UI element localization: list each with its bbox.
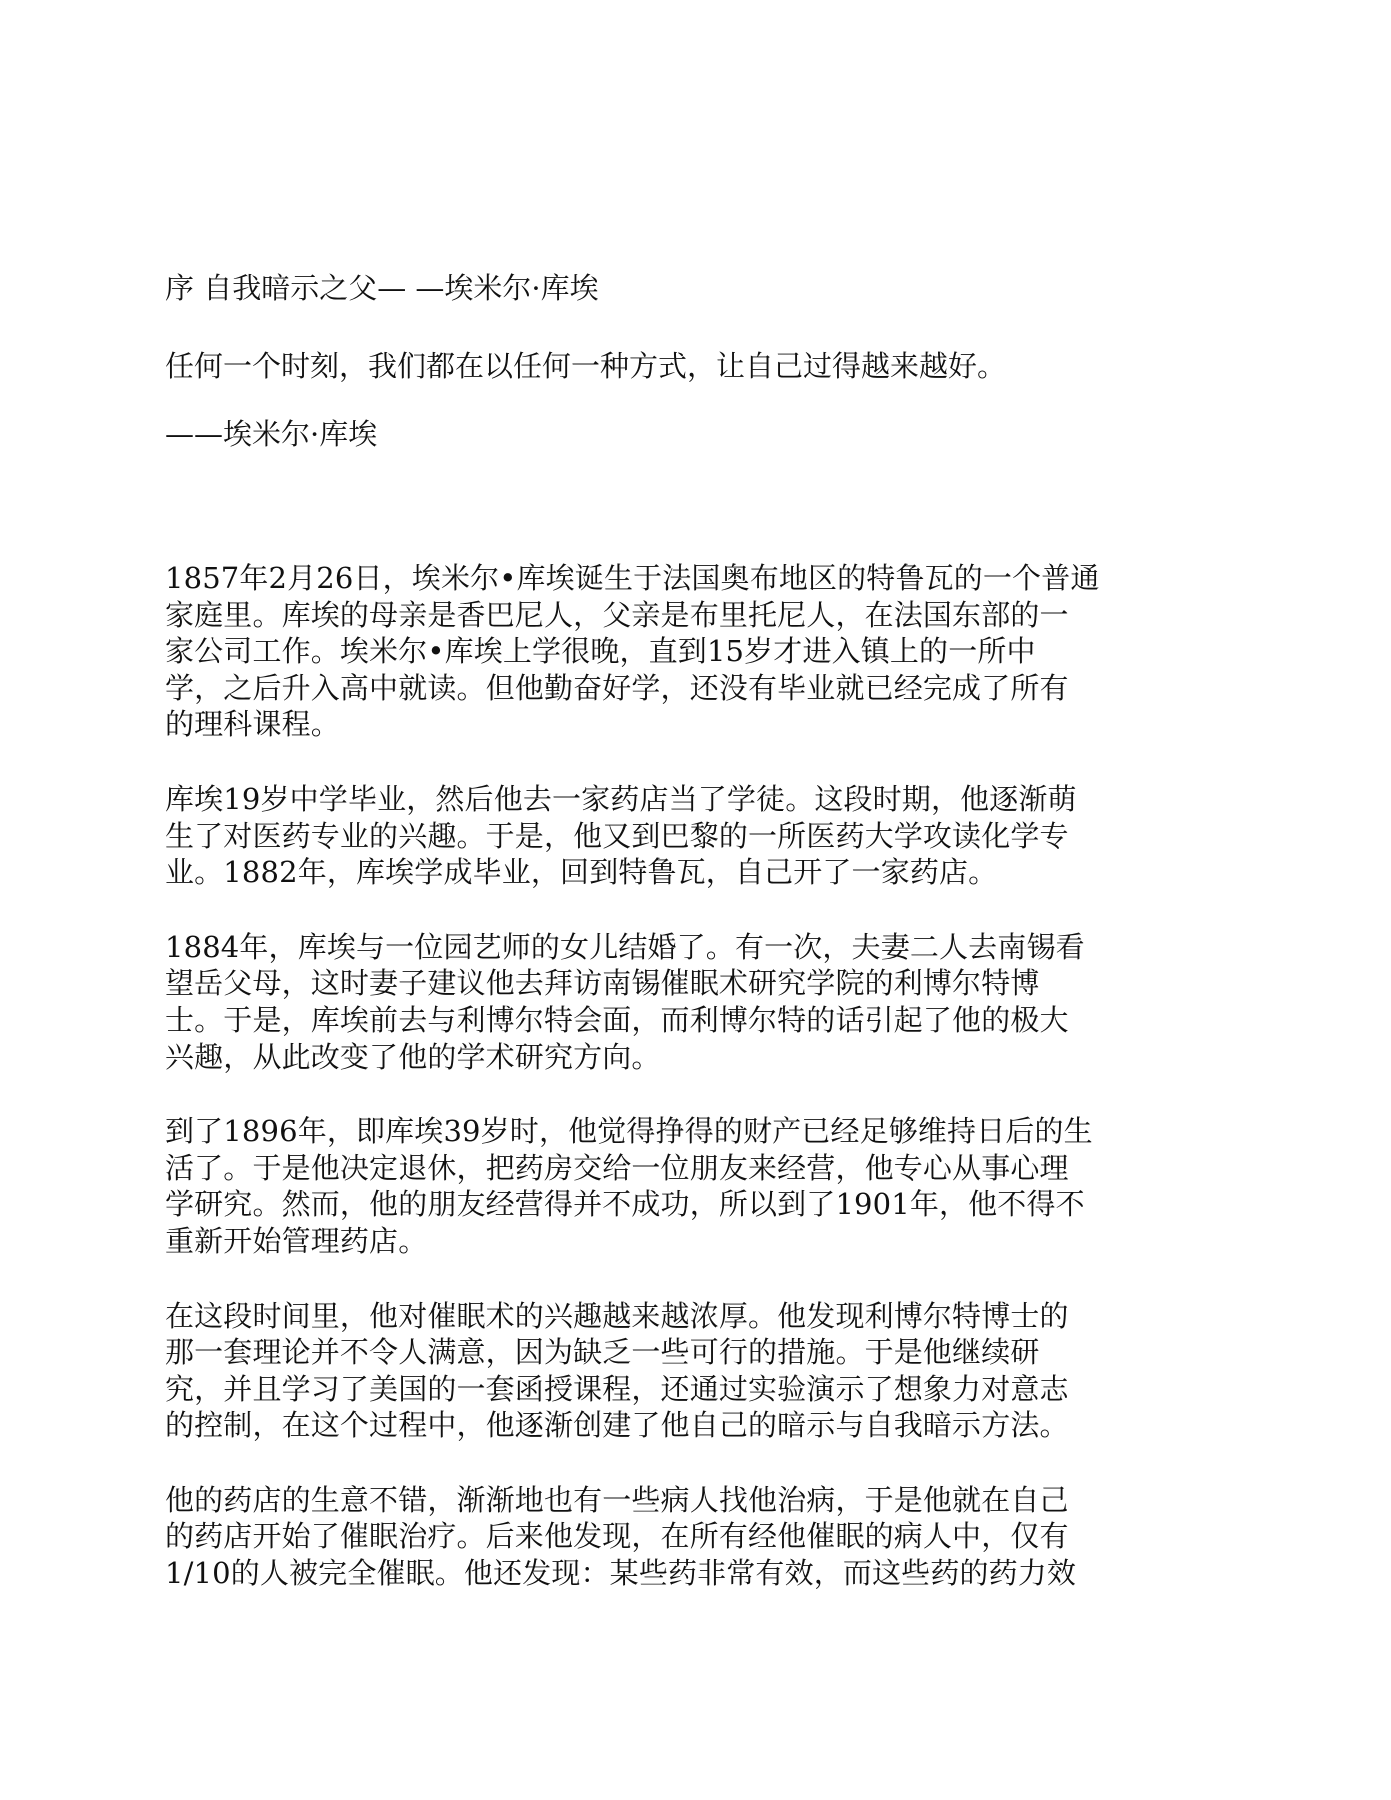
text-line: 重新开始管理药店。 — [165, 1223, 428, 1258]
text-line: 1857年2月26日，埃米尔•库埃诞生于法国奥布地区的特鲁瓦的一个普通 — [165, 561, 1100, 595]
text-line: 望岳父母，这时妻子建议他去拜访南锡催眠术研究学院的利博尔特博 — [165, 966, 1040, 1001]
text-line: 生了对医药专业的兴趣。于是，他又到巴黎的一所医药大学攻读化学专 — [165, 818, 1069, 853]
paragraph-1 — [165, 560, 1227, 743]
text-line: 家公司工作。埃米尔•库埃上学很晚，直到15岁才进入镇上的一所中 — [165, 634, 1036, 669]
paragraph-6 — [165, 1482, 1227, 1592]
text-line: 1/10的人被完全催眠。他还发现：某些药非常有效，而这些药的药力效 — [165, 1556, 1077, 1591]
body-text — [165, 560, 1227, 1630]
epigraph-attribution: ——埃米尔·库埃 — [165, 417, 378, 451]
text-line: 的理科课程。 — [165, 707, 340, 742]
text-line: 的控制，在这个过程中，他逐渐创建了他自己的暗示与自我暗示方法。 — [165, 1408, 1069, 1443]
text-line: 他的药店的生意不错，渐渐地也有一些病人找他治病，于是他就在自己 — [165, 1482, 1069, 1517]
text-line: 在这段时间里，他对催眠术的兴趣越来越浓厚。他发现利博尔特博士的 — [165, 1298, 1069, 1333]
text-line: 家庭里。库埃的母亲是香巴尼人，父亲是布里托尼人，在法国东部的一 — [165, 597, 1069, 632]
text-line: 学，之后升入高中就读。但他勤奋好学，还没有毕业就已经完成了所有 — [165, 670, 1069, 705]
text-line: 学研究。然而，他的朋友经营得并不成功，所以到了1901年，他不得不 — [165, 1187, 1085, 1222]
paragraph-3 — [165, 929, 1227, 1075]
paragraph-2 — [165, 781, 1227, 891]
text-line: 1884年，库埃与一位园艺师的女儿结婚了。有一次，夫妻二人去南锡看 — [165, 929, 1085, 964]
text-line: 业。1882年，库埃学成毕业，回到特鲁瓦，自己开了一家药店。 — [165, 855, 998, 890]
text-line: 的药店开始了催眠治疗。后来他发现，在所有经他催眠的病人中，仅有 — [165, 1519, 1069, 1554]
text-line: 究，并且学习了美国的一套函授课程，还通过实验演示了想象力对意志 — [165, 1371, 1069, 1406]
text-line: 那一套理论并不令人满意，因为缺乏一些可行的措施。于是他继续研 — [165, 1335, 1040, 1370]
paragraph-5 — [165, 1298, 1227, 1444]
text-line: 库埃19岁中学毕业，然后他去一家药店当了学徒。这段时期，他逐渐萌 — [165, 781, 1077, 816]
text-line: 到了1896年，即库埃39岁时，他觉得挣得的财产已经足够维持日后的生 — [165, 1114, 1093, 1149]
chapter-heading: 序 自我暗示之父— —埃米尔·库埃 — [165, 271, 599, 305]
epigraph-quote: 任何一个时刻，我们都在以任何一种方式，让自己过得越来越好。 — [165, 349, 1007, 383]
paragraph-4 — [165, 1113, 1227, 1259]
text-line: 活了。于是他决定退休，把药房交给一位朋友来经营，他专心从事心理 — [165, 1150, 1069, 1185]
text-line: 兴趣，从此改变了他的学术研究方向。 — [165, 1039, 661, 1074]
text-line: 士。于是，库埃前去与利博尔特会面，而利博尔特的话引起了他的极大 — [165, 1002, 1069, 1037]
